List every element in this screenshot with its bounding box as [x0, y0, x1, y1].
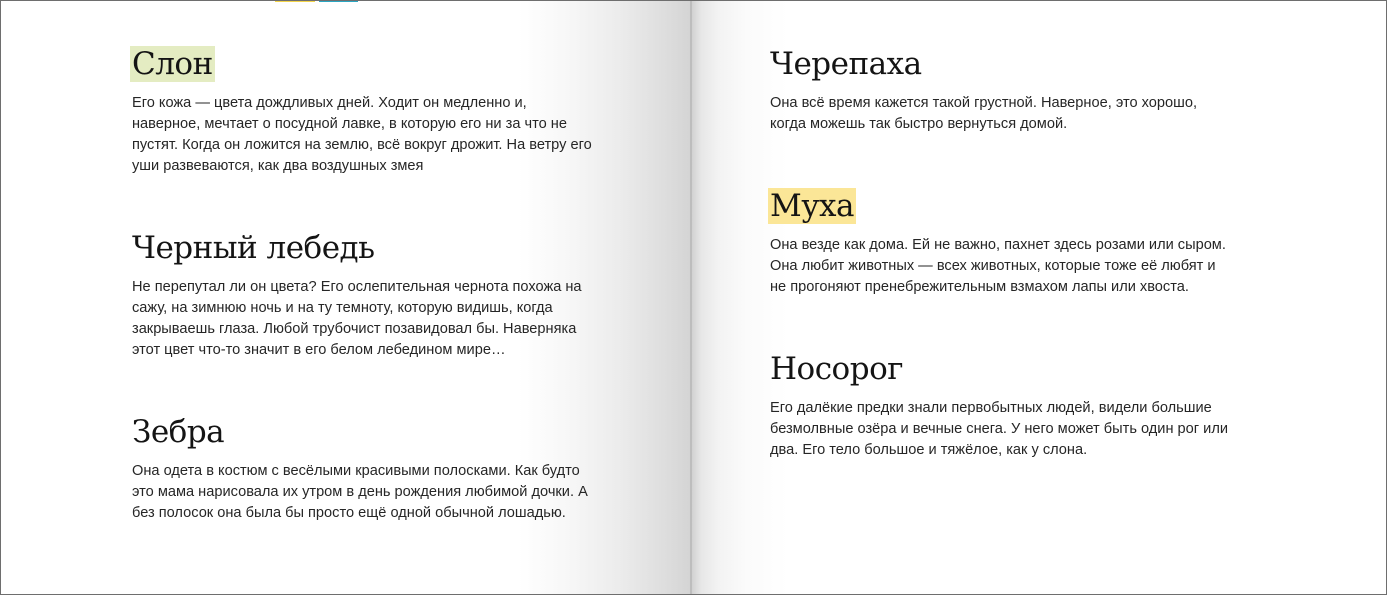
entry-title [132, 46, 672, 82]
text-line: Его кожа — цвета дождливых дней. Ходит он медленно и, [132, 95, 527, 111]
text-line: уши развеваются, как два воздушных змея [132, 158, 424, 174]
text-line: не прогоняют пренебрежительным взмахом лапы или хвоста. [770, 279, 1189, 295]
book-gutter [690, 1, 692, 594]
text-line: два. Его тело большое и тяжёлое, как у слона. [770, 442, 1088, 458]
text-line: Она везде как дома. Ей не важно, пахнет здесь розами или сыром. [770, 237, 1226, 253]
entry-black-swan [132, 230, 672, 361]
entry-text [132, 93, 672, 177]
entry-turtle [770, 46, 1330, 135]
text-line: Она любит животных — всех животных, которые тоже её любят и [770, 258, 1216, 274]
entry-elephant [132, 46, 672, 177]
highlighted-title: Муха [770, 188, 854, 224]
entry-title: Зебра [132, 414, 225, 450]
entry-text [770, 93, 1330, 135]
entry-title: Черепаха [770, 46, 922, 82]
entry-title [770, 188, 1330, 224]
entry-fly [770, 188, 1330, 298]
text-line: пустят. Когда он ложится на землю, всё вокруг дрожит. На ветру его [132, 137, 592, 153]
highlighted-title: Слон [132, 46, 213, 82]
text-line: наверное, мечтает о посудной лавке, в которую его ни за что не [132, 116, 567, 132]
text-line: Его далёкие предки знали первобытных людей, видели большие [770, 400, 1212, 416]
entry-title: Черный лебедь [132, 230, 375, 266]
text-line: Она всё время кажется такой грустной. Наверное, это хорошо, [770, 95, 1197, 111]
text-line: этот цвет что-то значит в его белом лебедином мире… [132, 342, 506, 358]
yellow-marker-tab [275, 0, 315, 2]
teal-marker-tab [319, 0, 358, 2]
entry-text [132, 277, 672, 361]
entry-text [770, 398, 1330, 461]
text-line: Не перепутал ли он цвета? Его ослепительная чернота похожа на [132, 279, 582, 295]
entry-text [132, 461, 672, 524]
entry-title: Носорог [770, 351, 903, 387]
text-line: без полосок она была бы просто ещё одной обычной лошадью. [132, 505, 566, 521]
entry-text [770, 235, 1330, 298]
entry-zebra [132, 414, 672, 524]
text-line: закрываешь глаза. Любой трубочист позавидовал бы. Наверняка [132, 321, 577, 337]
text-line: Она одета в костюм с весёлыми красивыми полосками. Как будто [132, 463, 580, 479]
text-line: безмолвные озёра и вечные снега. У него может быть один рог или [770, 421, 1228, 437]
entry-rhino [770, 351, 1330, 461]
text-line: это мама нарисовала их утром в день рождения любимой дочки. А [132, 484, 588, 500]
text-line: сажу, на зимнюю ночь и на ту темноту, которую видишь, когда [132, 300, 553, 316]
text-line: когда можешь так быстро вернуться домой. [770, 116, 1068, 132]
